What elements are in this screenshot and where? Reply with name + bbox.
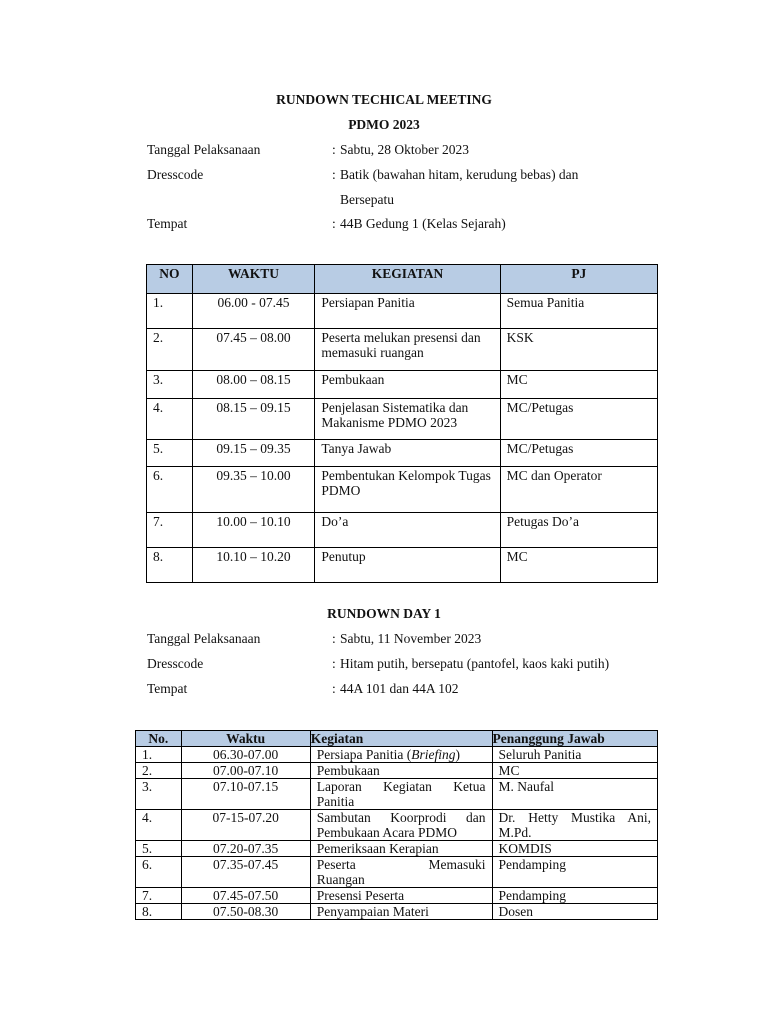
info-label: Dresscode [147,167,204,182]
cell-kegiatan: Do’a [315,513,500,548]
cell-no: 1. [136,747,182,763]
cell-kegiatan: Penutup [315,548,500,583]
cell-no: 7. [147,513,193,548]
info-colon: : [332,216,336,231]
cell-no: 7. [136,888,182,904]
cell-pj: Pendamping [492,888,657,904]
cell-no: 4. [136,810,182,841]
cell-pj: MC [500,371,657,399]
table-row [147,548,658,583]
cell-waktu: 10.00 – 10.10 [192,513,315,548]
info-value: Hitam putih, bersepatu (pantofel, kaos kaki putih) [340,656,610,671]
cell-pj: Pendamping [492,857,657,888]
table-row [147,467,658,513]
info-value: Sabtu, 11 November 2023 [340,631,482,646]
header-waktu: Waktu [181,731,310,747]
cell-waktu: 07.45 – 08.00 [192,329,315,371]
header-no: NO [147,265,193,294]
cell-kegiatan: Pembentukan Kelompok Tugas PDMO [315,467,500,513]
cell-no: 5. [136,841,182,857]
cell-no: 3. [147,371,193,399]
cell-no: 2. [147,329,193,371]
header-kegiatan: Kegiatan [310,731,492,747]
cell-kegiatan: Pembukaan [315,371,500,399]
table-row [136,841,658,857]
header-pj: PJ [500,265,657,294]
table-row [147,294,658,329]
cell-kegiatan: Laporan Kegiatan Ketua Panitia [310,779,492,810]
cell-pj: KSK [500,329,657,371]
cell-pj: MC/Petugas [500,440,657,467]
day1-rundown-table [135,730,658,920]
cell-waktu: 09.15 – 09.35 [192,440,315,467]
table-row [136,747,658,763]
table-row [136,888,658,904]
cell-kegiatan: Penyampaian Materi [310,904,492,920]
cell-kegiatan-emphasis: Briefing [411,747,456,762]
cell-kegiatan: Presensi Peserta [310,888,492,904]
info-value: 44A 101 dan 44A 102 [340,681,459,696]
header-kegiatan: KEGIATAN [315,265,500,294]
cell-pj: M. Naufal [492,779,657,810]
cell-pj: Seluruh Panitia [492,747,657,763]
info-value: 44B Gedung 1 (Kelas Sejarah) [340,216,506,231]
info-value: Batik (bawahan hitam, kerudung bebas) dan [340,167,579,182]
cell-pj: Dr. Hetty Mustika Ani, M.Pd. [492,810,657,841]
cell-kegiatan: Peserta melukan presensi dan memasuki ruangan [315,329,500,371]
cell-pj: MC [492,763,657,779]
section2-title: RUNDOWN DAY 1 [327,606,441,621]
cell-no: 6. [147,467,193,513]
cell-waktu: 08.00 – 08.15 [192,371,315,399]
cell-waktu: 06.30-07.00 [181,747,310,763]
info-label: Tempat [147,681,188,696]
header-no: No. [136,731,182,747]
info-colon: : [332,681,336,696]
cell-kegiatan: Pembukaan [310,763,492,779]
table-row [136,857,658,888]
cell-no: 4. [147,399,193,440]
info-colon: : [332,142,336,157]
cell-no: 2. [136,763,182,779]
table-header-row [136,731,658,747]
info-colon: : [332,167,336,182]
table-row [147,371,658,399]
info-label: Dresscode [147,656,204,671]
section1-title: RUNDOWN TECHICAL MEETING [276,92,492,107]
cell-kegiatan-line [317,857,486,872]
cell-waktu: 07.00-07.10 [181,763,310,779]
header-penanggung-jawab: Penanggung Jawab [492,731,657,747]
info-label: Tanggal Pelaksanaan [147,631,261,646]
cell-kegiatan-line: Ruangan [316,872,365,887]
cell-waktu: 08.15 – 09.15 [192,399,315,440]
cell-no: 6. [136,857,182,888]
cell-no: 1. [147,294,193,329]
cell-waktu: 07.10-07.15 [181,779,310,810]
table-row [136,810,658,841]
cell-kegiatan: Sambutan Koorprodi dan Pembukaan Acara PDMO [310,810,492,841]
cell-kegiatan: Pemeriksaan Kerapian [310,841,492,857]
cell-kegiatan-word: Memasuki [428,857,486,872]
table-row [136,779,658,810]
header-waktu: WAKTU [192,265,315,294]
cell-kegiatan-part: Persiapa Panitia ( [316,747,412,762]
table-row [147,513,658,548]
cell-kegiatan: Penjelasan Sistematika dan Makanisme PDMO 2023 [315,399,500,440]
info-colon: : [332,631,336,646]
cell-no: 5. [147,440,193,467]
cell-waktu: 10.10 – 10.20 [192,548,315,583]
cell-kegiatan-part: ) [455,747,460,762]
cell-waktu: 07-15-07.20 [181,810,310,841]
cell-waktu: 07.35-07.45 [181,857,310,888]
table-row [147,440,658,467]
table-row [136,763,658,779]
cell-waktu: 07.45-07.50 [181,888,310,904]
cell-waktu: 07.20-07.35 [181,841,310,857]
info-colon: : [332,656,336,671]
cell-kegiatan [310,857,492,888]
info-value-continued: Bersepatu [340,192,394,207]
cell-waktu: 07.50-08.30 [181,904,310,920]
info-value: Sabtu, 28 Oktober 2023 [340,142,469,157]
cell-no: 3. [136,779,182,810]
table-header-row [147,265,658,294]
cell-kegiatan: Tanya Jawab [315,440,500,467]
cell-pj: KOMDIS [492,841,657,857]
cell-kegiatan-word: Peserta [316,857,356,872]
cell-pj: Petugas Do’a [500,513,657,548]
cell-pj: MC/Petugas [500,399,657,440]
cell-pj: Dosen [492,904,657,920]
table-row [147,329,658,371]
info-label: Tanggal Pelaksanaan [147,142,261,157]
cell-kegiatan: Persiapan Panitia [315,294,500,329]
cell-pj: MC [500,548,657,583]
cell-no: 8. [147,548,193,583]
cell-no: 8. [136,904,182,920]
cell-waktu: 06.00 - 07.45 [192,294,315,329]
section1-subtitle: PDMO 2023 [348,117,420,132]
table-row [147,399,658,440]
cell-waktu: 09.35 – 10.00 [192,467,315,513]
info-label: Tempat [147,216,188,231]
cell-pj: Semua Panitia [500,294,657,329]
cell-kegiatan [310,747,492,763]
table-row [136,904,658,920]
cell-pj: MC dan Operator [500,467,657,513]
technical-meeting-table [146,264,658,583]
